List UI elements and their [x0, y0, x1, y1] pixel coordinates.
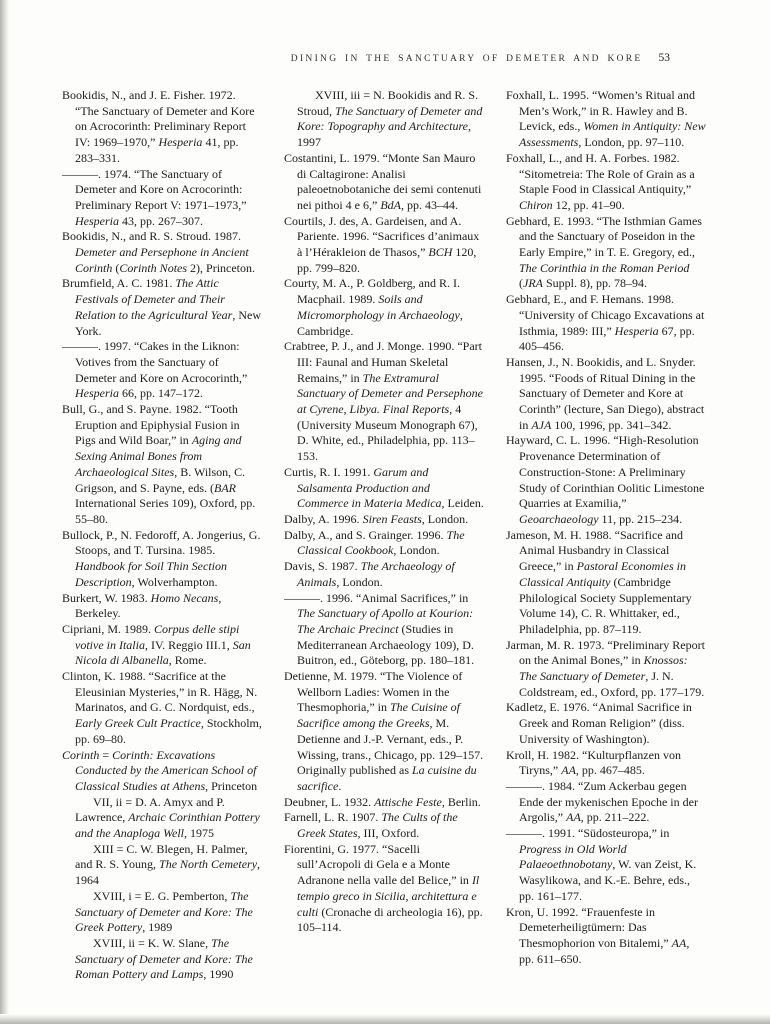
italic-title: Homo Necans: [150, 590, 219, 605]
bib-subentry: VII, ii = D. A. Amyx and P. Lawrence, Archaic Corinthian Pottery and the Anaploga Well, 1975: [75, 794, 260, 841]
italic-title: AA: [566, 810, 581, 825]
italic-title: Aging and Sexing Animal Bones from Archaeological Sites: [75, 433, 242, 479]
italic-title: Women in Antiquity: New Assessments: [519, 119, 706, 150]
bib-column: [284, 88, 484, 983]
bib-entry: Costantini, L. 1979. “Monte San Mauro di Caltagirone: Analisi paleoetnobotaniche dei semi contenuti nei pithoi 4 e 6,” BdA, pp. 43–44.: [284, 150, 482, 212]
page-edge-left: [0, 0, 9, 1024]
running-head: [62, 52, 706, 64]
bib-entry: ———. 1974. “The Sanctuary of Demeter and Kore on Acrocorinth: Preliminary Report V: 1971–1973,” Hesperia 43, pp. 267–307.: [62, 166, 247, 228]
bib-entry: Gebhard, E. 1993. “The Isthmian Games and the Sanctuary of Poseidon in the Early Empire,” in T. E. Gregory, ed., The Corinthia in the Roman Period (JRA Suppl. 8), pp. 78–94.: [506, 213, 702, 291]
italic-title: La cuisine du sacrifice: [297, 763, 477, 793]
italic-title: The Sanctuary of Demeter and Kore: The Greek Pottery: [75, 888, 253, 935]
italic-title: Pastoral Economies in Classical Antiquity: [519, 559, 686, 589]
bib-entry: ———. 1997. “Cakes in the Liknon: Votives from the Sanctuary of Demeter and Kore on Acrocorinth,” Hesperia 66, pp. 147–172.: [62, 339, 248, 401]
italic-title: Corinth: [62, 747, 100, 762]
italic-title: The Classical Cookbook: [297, 527, 465, 558]
italic-title: Corinth: Excavations Conducted by the American School of Classical Studies at Athens: [75, 747, 257, 793]
italic-title: Progress in Old World Palaeoethnobotany: [519, 841, 627, 872]
bib-entry: Jameson, M. H. 1988. “Sacrifice and Animal Husbandry in Classical Greece,” in Pastoral Economies in Classical Antiquity (Cambridge Philological Society Supplementary Volume 14), C. R. Whittaker, ed., Philadelphia, pp. 87–119.: [506, 527, 692, 636]
bib-subentry: XIII = C. W. Blegen, H. Palmer, and R. S. Young, The North Cemetery, 1964: [75, 841, 261, 888]
bib-entry: Foxhall, L. 1995. “Women’s Ritual and Men’s Work,” in R. Hawley and B. Levick, eds., Women in Antiquity: New Assessments, London, pp. 97–110.: [506, 88, 706, 150]
italic-title: The Sanctuary of Demeter and Kore: The Roman Pottery and Lamps: [75, 935, 253, 982]
italic-title: Archaic Corinthian Pottery and the Anaploga Well: [75, 810, 260, 841]
bib-subentry: XVIII, iii = N. Bookidis and R. S. Stroud, The Sanctuary of Demeter and Kore: Topography and Architecture, 1997: [297, 88, 483, 150]
italic-title: Geoarchaeology: [519, 511, 599, 526]
bib-entry: Dalby, A. 1996. Siren Feasts, London.: [284, 511, 469, 526]
italic-title: Knossos: The Sanctuary of Demeter: [519, 653, 688, 684]
italic-title: The Cults of the Greek States: [297, 810, 458, 841]
bib-entry: Hansen, J., N. Bookidis, and L. Snyder. 1995. “Foods of Ritual Dining in the Sanctuary of Demeter and Kore at Corinth” (lecture, San Diego), abstract in AJA 100, 1996, pp. 341–342.: [506, 354, 705, 432]
page-number: 53: [658, 52, 670, 64]
italic-title: The North Cemetery: [159, 857, 258, 872]
italic-title: Il tempio greco in Sicilia, architettura e culti: [297, 873, 480, 919]
bib-entry: Bullock, P., N. Fedoroff, A. Jongerius, G. Stoops, and T. Tursina. 1985. Handbook for Soil Thin Section Description, Wolverhampton.: [62, 527, 261, 589]
italic-title: Hesperia: [75, 213, 119, 228]
bib-entry: Fiorentini, G. 1977. “Sacelli sull’Acropoli di Gela e a Monte Adranone nella valle del Belice,” in Il tempio greco in Sicilia, architettura e culti (Cronache di archeologia 16), pp. 105–114.: [284, 841, 483, 935]
bibliography: [62, 88, 706, 983]
italic-title: The Archaeology of Animals: [297, 559, 455, 589]
italic-title: AJA: [531, 417, 552, 432]
bib-entry: Bull, G., and S. Payne. 1982. “Tooth Eruption and Epiphysial Fusion in Pigs and Wild Boar,” in Aging and Sexing Animal Bones from Archaeological Sites, B. Wilson, C. Grigson, and S. Payne, eds. (BAR International Series 109), Oxford, pp. 55–80.: [62, 402, 256, 526]
bib-entry: ———. 1996. “Animal Sacrifices,” in The Sanctuary of Apollo at Kourion: The Archaic Precinct (Studies in Mediterranean Archaeology 109), D. Buitron, ed., Göteborg, pp. 180–181.: [284, 590, 475, 668]
bib-subentry: XVIII, ii = K. W. Slane, The Sanctuary of Demeter and Kore: The Roman Pottery and Lamps, 1990: [75, 935, 253, 982]
bib-entry: Kron, U. 1992. “Frauenfeste in Demeterheiligtümern: Das Thesmophorion von Bitalemi,” AA, pp. 611–650.: [506, 904, 690, 966]
bib-entry: Jarman, M. R. 1973. “Preliminary Report on the Animal Bones,” in Knossos: The Sanctuary of Demeter, J. N. Coldstream, ed., Oxford, pp. 177–179.: [506, 637, 705, 699]
bib-entry: Bookidis, N., and J. E. Fisher. 1972. “The Sanctuary of Demeter and Kore on Acrocorinth: Preliminary Report IV: 1969–1970,” Hesperia 41, pp. 283–331.: [62, 88, 255, 165]
bib-entry: Corinth = Corinth: Excavations Conducted by the American School of Classical Studies at Athens, Princeton: [62, 747, 258, 793]
bib-entry: ———. 1991. “Südosteuropa,” in Progress in Old World Palaeoethnobotany, W. van Zeist, K. Wasylikowa, and K.-E. Behre, eds., pp. 161–177.: [506, 826, 697, 903]
italic-title: Hesperia: [75, 386, 119, 401]
bib-column: [506, 88, 706, 983]
bib-entry: Foxhall, L., and H. A. Forbes. 1982. “Sitometreia: The Role of Grain as a Staple Food in Classical Antiquity,” Chiron 12, pp. 41–90.: [506, 150, 695, 212]
page-edge-bottom: [0, 1014, 770, 1024]
italic-title: Chiron: [519, 197, 553, 212]
bib-subentry: XVIII, i = E. G. Pemberton, The Sanctuary of Demeter and Kore: The Greek Pottery, 1989: [75, 888, 253, 935]
bib-entry: Bookidis, N., and R. S. Stroud. 1987. Demeter and Persephone in Ancient Corinth (Corinth Notes 2), Princeton.: [62, 229, 256, 275]
italic-title: Attische Feste: [374, 794, 442, 809]
italic-title: AA: [561, 763, 576, 778]
italic-title: Early Greek Cult Practice: [75, 716, 201, 731]
italic-title: The Attic Festivals of Demeter and Their Relation to the Agricultural Year: [75, 276, 233, 322]
italic-title: AA: [671, 935, 687, 950]
bib-entry: Curtis, R. I. 1991. Garum and Salsamenta Production and Commerce in Materia Medica, Leiden.: [284, 464, 484, 511]
bib-entry: Cipriani, M. 1989. Corpus delle stipi votive in Italia, IV. Reggio III.1, San Nicola di Albanella, Rome.: [62, 621, 251, 668]
italic-title: JRA: [523, 276, 543, 291]
italic-title: The Extramural Sanctuary of Demeter and Persephone at Cyrene, Libya. Final Reports: [297, 370, 483, 417]
bib-entry: Davis, S. 1987. The Archaeology of Animals, London.: [284, 559, 455, 589]
bib-entry: Courtils, J. des, A. Gardeisen, and A. Pariente. 1996. “Sacrifices d’animaux à l’Hérakleion de Thasos,” BCH 120, pp. 799–820.: [284, 213, 480, 275]
bib-entry: Kadletz, E. 1976. “Animal Sacrifice in Greek and Roman Religion” (diss. University of Washington).: [506, 700, 692, 746]
italic-title: Handbook for Soil Thin Section Description: [75, 559, 227, 589]
italic-title: BAR: [213, 480, 236, 495]
bib-entry: Crabtree, P. J., and J. Monge. 1990. “Part III: Faunal and Human Skeletal Remains,” in The Extramural Sanctuary of Demeter and Persephone at Cyrene, Libya. Final Reports, 4 (University Museum Monograph 67), D. White, ed., Philadelphia, pp. 113–153.: [284, 339, 483, 464]
bib-entry: Kroll, H. 1982. “Kulturpflanzen von Tiryns,” AA, pp. 467–485.: [506, 747, 681, 778]
italic-title: Garum and Salsamenta Production and Commerce in Materia Medica: [297, 464, 442, 511]
bib-entry: Brumfield, A. C. 1981. The Attic Festivals of Demeter and Their Relation to the Agricultural Year, New York.: [62, 276, 262, 338]
bib-entry: Hayward, C. L. 1996. “High-Resolution Provenance Determination of Construction-Stone: A Preliminary Study of Corinthian Oolitic Limestone Quarries at Examilia,” Geoarchaeology 11, pp. 215–234.: [506, 433, 705, 526]
bib-entry: Detienne, M. 1979. “The Violence of Wellborn Ladies: Women in the Thesmophoria,” in The Cuisine of Sacrifice among the Greeks, M. Detienne and J.-P. Vernant, eds., P. Wissing, trans., Chicago, pp. 129–157. Originally published as La cuisine du sacrifice.: [284, 669, 484, 793]
page-content: [62, 52, 706, 983]
italic-title: Hesperia: [158, 135, 203, 150]
italic-title: Siren Feasts: [362, 511, 422, 526]
bib-entry: Farnell, L. R. 1907. The Cults of the Greek States, III, Oxford.: [284, 810, 458, 841]
italic-title: The Corinthia in the Roman Period: [519, 260, 690, 275]
bib-entry: Gebhard, E., and F. Hemans. 1998. “University of Chicago Excavations at Isthmia, 1989: III,” Hesperia 67, pp. 405–456.: [506, 292, 705, 354]
bib-column: [62, 88, 262, 983]
italic-title: San Nicola di Albanella: [75, 637, 251, 668]
italic-title: Soils and Micromorphology in Archaeology: [297, 292, 460, 322]
italic-title: Corpus delle stipi votive in Italia: [75, 621, 240, 652]
bib-entry: Deubner, L. 1932. Attische Feste, Berlin.: [284, 794, 481, 809]
bib-entry: Courty, M. A., P. Goldberg, and R. I. Macphail. 1989. Soils and Micromorphology in Archaeology, Cambridge.: [284, 276, 463, 338]
bib-entry: ———. 1984. “Zum Ackerbau gegen Ende der mykenischen Epoche in der Argolis,” AA, pp. 211–222.: [506, 778, 698, 825]
italic-title: BCH: [428, 245, 453, 260]
italic-title: Hesperia: [614, 323, 659, 338]
italic-title: Demeter and Persephone in Ancient Corinth: [75, 245, 249, 275]
bib-entry: Burkert, W. 1983. Homo Necans, Berkeley.: [62, 590, 222, 621]
italic-title: The Cuisine of Sacrifice among the Greeks: [297, 700, 460, 731]
bib-entry: Clinton, K. 1988. “Sacrifice at the Eleusinian Mysteries,” in R. Hägg, N. Marinatos, and G. C. Nordquist, eds., Early Greek Cult Practice, Stockholm, pp. 69–80.: [62, 669, 262, 746]
italic-title: Corinth Notes: [119, 260, 188, 275]
bib-entry: Dalby, A., and S. Grainger. 1996. The Classical Cookbook, London.: [284, 527, 465, 558]
running-head-title: DINING IN THE SANCTUARY OF DEMETER AND KORE: [290, 54, 643, 64]
italic-title: BdA: [380, 197, 401, 212]
italic-title: The Sanctuary of Demeter and Kore: Topography and Architecture: [297, 103, 483, 134]
italic-title: The Sanctuary of Apollo at Kourion: The Archaic Precinct: [297, 606, 474, 636]
